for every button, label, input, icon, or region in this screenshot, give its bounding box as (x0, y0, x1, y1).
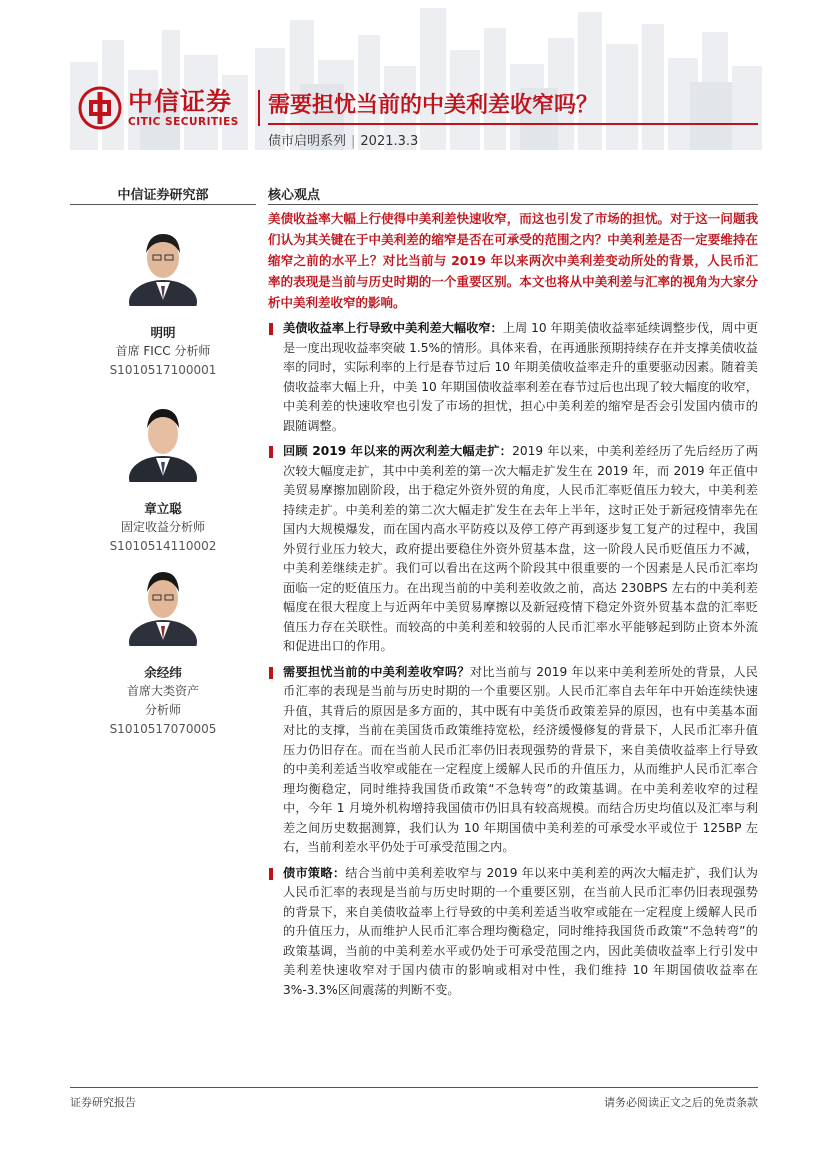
title-rule (268, 123, 758, 125)
analyst-license-id: S1010517100001 (109, 363, 217, 377)
key-point-body: 结合当前中美利差收窄与 2019 年以来中美利差的两次大幅走扩，我们认为人民币汇率的表现是当前与历史时期的一个重要区别，在当前人民币汇率仍旧表现强势的背景下，来自美债收益率上行导致的中美利差适当收窄或能在一定程度上缓解人民币的升值压力，从而维护人民币汇率合理均衡稳定，同时维持我国货币政策“不急转弯”的政策基调，当前的中美利差水平或仍处于可承受范围之内，因此美债收益率上行引发中美利差快速收窄对于国内债市的影响或相对中性，我们维持 10 年期国债收益率在 3%-3.3%区间震荡的判断不变。 (283, 865, 758, 997)
analyst-card (80, 560, 246, 739)
citic-logo-icon (78, 86, 122, 130)
report-title: 需要担忧当前的中美利差收窄吗？ (268, 93, 599, 118)
analyst-card (80, 220, 246, 380)
series-line (268, 130, 418, 149)
key-point-heading: 需要担忧当前的中美利差收窄吗？ (283, 664, 470, 679)
footer-disclaimer: 请务必阅读正文之后的免责条款 (604, 1096, 758, 1109)
key-point (268, 442, 758, 657)
bullet-marker-icon (269, 667, 273, 679)
bullet-marker-icon (269, 868, 273, 880)
analyst-name: 余经纬 (144, 665, 182, 680)
brand-name-en: CITIC SECURITIES (128, 116, 239, 128)
section-title: 核心观点 (268, 188, 321, 203)
key-point (268, 864, 758, 1001)
analyst-title: 首席 FICC 分析师 (115, 344, 211, 358)
key-point (268, 319, 758, 436)
department-rule (70, 204, 256, 205)
summary-paragraph: 美债收益率大幅上行使得中美利差快速收窄，而这也引发了市场的担忧。对于这一问题我们认为其关键在于中美利差的缩窄是否在可承受的范围之内？中美利差是否一定要维持在缩窄之前的水平上？对比当前与 2019 年以来两次中美利差变动所处的背景，人民币汇率的表现是当前与历史时期的一个重要区别。本文也将从中美利差与汇率的视角为大家分析中美利差收窄的影响。 (268, 211, 758, 310)
key-point-heading: 美债收益率上行导致中美利差大幅收窄： (283, 321, 503, 335)
key-point-heading: 回顾 2019 年以来的两次利差大幅走扩： (283, 444, 513, 458)
analyst-name: 章立聪 (144, 501, 182, 516)
analyst-photo-icon (126, 560, 200, 646)
key-point-body: 上周 10 年期美债收益率延续调整步伐，周中更是一度出现收益率突破 1.5%的情形。具体来看，在再通胀预期持续存在并支撑美债收益率的同时，实际利率的上行是春节过后 10 年期美债收益率走升的重要驱动因素。随着美债收益率大幅上升，中美 10 年期国债收益率利差在春节过后也出现了较大幅度的收窄，中美利差的快速收窄也引发了市场的担忧，担心中美利差的缩窄是否会引发国内债市的跟随调整。 (283, 321, 759, 433)
brand-logo (78, 86, 239, 130)
series-name: 债市启明系列 (268, 134, 347, 149)
department-title: 中信证券研究部 (117, 188, 209, 203)
analyst-photo-icon (126, 220, 200, 306)
analyst-name: 明明 (150, 325, 176, 340)
key-point (268, 663, 758, 858)
analyst-title-line2: 分析师 (144, 703, 181, 717)
analyst-photo-icon (126, 396, 200, 482)
analyst-title: 固定收益分析师 (120, 520, 205, 534)
section-rule (268, 204, 758, 205)
footer-rule (70, 1087, 758, 1088)
series-separator: | (351, 134, 356, 149)
brand-name-cn: 中信证券 (128, 87, 233, 116)
title-divider (258, 90, 260, 126)
report-date: 2021.3.3 (360, 134, 419, 149)
key-point-body: 2019 年以来，中美利差经历了先后经历了两次较大幅度走扩，其中中美利差的第一次大幅走扩发生在 2019 年，而 2019 年正值中美贸易摩擦加剧阶段，出于稳定外资外贸的角度，人民币汇率贬值压力较大，中美利差持续走扩。中美利差的第二次大幅走扩发生在去年上半年，这时正处于新冠疫情率先在国内大规模爆发，而在国内高水平防疫以及停工停产再到逐步复工复产的过程中，我国外贸行业压力较大，政府提出要稳住外资外贸基本盘，这一阶段人民币贬值压力不减，中美利差继续走扩。我们可以看出在这两个阶段其中很重要的一个因素是人民币汇率均面临一定的贬值压力。在出现当前的中美利差收敛之前，高达 230BPS 左右的中美利差幅度在很大程度上与近两年中美贸易摩擦以及新冠疫情下稳定外资外贸基本盘的汇率贬值压力存在关联性。而较高的中美利差和较弱的人民币汇率水平能够起到防止资本外流和促进出口的作用。 (283, 444, 759, 653)
key-point-body: 对比当前与 2019 年以来中美利差所处的背景，人民币汇率的表现是当前与历史时期的一个重要区别。人民币汇率自去年年中开始连续快速升值，其背后的原因是多方面的，其中既有中美货币政策差异的原因，也有中美基本面对比的支撑，当前在美国货币政策维持宽松，经济缓慢修复的背景下，人民币汇率升值压力仍旧存在。而在当前人民币汇率仍旧表现强势的背景下，来自美债收益率上行导致的中美利差适当收窄或能在一定程度上缓解人民币的升值压力，从而维护人民币汇率合理均衡稳定，同时维持我国货币政策“不急转弯”的政策基调。在中美利差收窄的过程中，今年 1 月境外机构增持我国债市仍旧具有较高规模。而结合历史均值以及汇率与利差之间历史数据测算，我们认为 10 年期国债中美利差的可承受水平或位于 125BP 左右，当前利差水平仍处于可承受范围之内。 (283, 664, 758, 854)
analyst-license-id: S1010514110002 (109, 539, 217, 553)
bullet-marker-icon (269, 446, 273, 458)
analyst-license-id: S1010517070005 (109, 722, 217, 736)
key-point-heading: 债市策略： (283, 865, 346, 880)
footer-report-type: 证券研究报告 (70, 1096, 136, 1109)
analyst-title: 首席大类资产 (126, 684, 199, 698)
core-content (268, 208, 758, 1006)
bullet-marker-icon (269, 323, 273, 335)
analyst-card (80, 396, 246, 556)
